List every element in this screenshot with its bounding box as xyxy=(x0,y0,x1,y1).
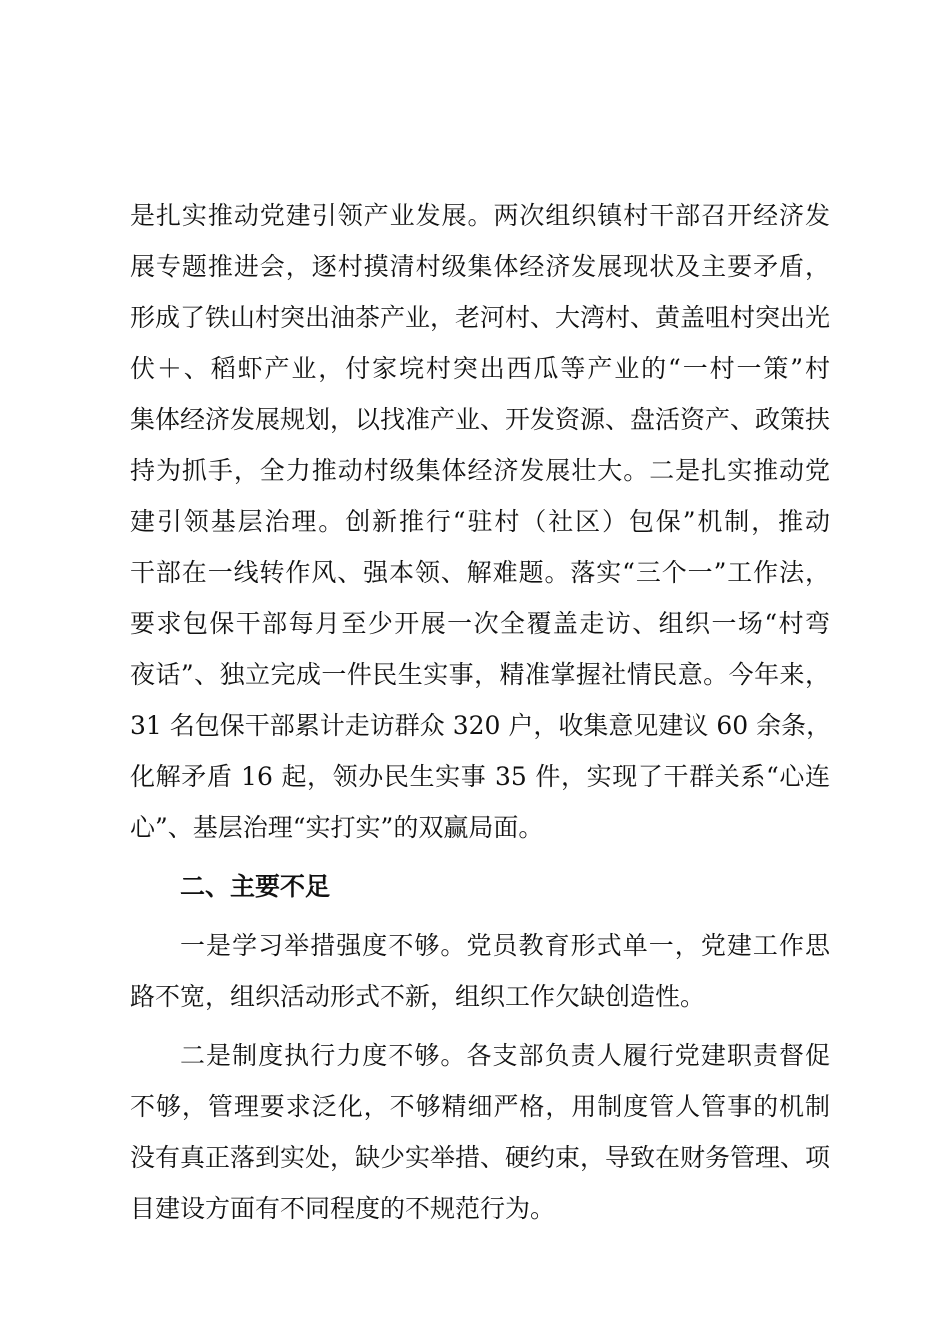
text-line: 夜话”、独立完成一件民生实事，精准掌握社情民意。今年来， xyxy=(130,660,830,689)
text-line: 建引领基层治理。创新推行“驻村（社区）包保”机制，推动 xyxy=(130,507,830,536)
text-line: 目建设方面有不同程度的不规范行为。 xyxy=(130,1194,556,1223)
text-line: 持为抓手，全力推动村级集体经济发展壮大。二是扎实推动党 xyxy=(130,456,830,485)
text-line: 一是学习举措强度不够。党员教育形式单一，党建工作思 xyxy=(180,931,830,960)
paragraph-party-building-achievements xyxy=(130,190,830,853)
spacer xyxy=(130,1022,830,1030)
text-line: 要求包保干部每月至少开展一次全覆盖走访、组织一场“村弯 xyxy=(130,609,830,638)
text-line: 集体经济发展规划，以找准产业、开发资源、盘活资产、政策扶 xyxy=(130,405,831,434)
spacer xyxy=(130,912,830,920)
text-line: 二是制度执行力度不够。各支部负责人履行党建职责督促 xyxy=(180,1041,830,1070)
text-line: 心”、基层治理“实打实”的双赢局面。 xyxy=(130,813,544,842)
text-line: 干部在一线转作风、强本领、解难题。落实“三个一”工作法， xyxy=(130,558,830,587)
section-heading: 二、主要不足 xyxy=(180,872,331,901)
text-line: 不够，管理要求泛化，不够精细严格，用制度管人管事的机制 xyxy=(130,1092,830,1121)
text-line: 展专题推进会，逐村摸清村级集体经济发展现状及主要矛盾， xyxy=(130,252,830,281)
text-line: 是扎实推动党建引领产业发展。两次组织镇村干部召开经济发 xyxy=(130,201,830,230)
text-line: 形成了铁山村突出油茶产业，老河村、大湾村、黄盖咀村突出光 xyxy=(130,303,831,332)
paragraph-study-measures xyxy=(130,920,830,1022)
text-line: 31 名包保干部累计走访群众 320 户，收集意见建议 60 余条， xyxy=(130,711,832,740)
paragraph-system-execution xyxy=(130,1030,830,1234)
text-line: 化解矛盾 16 起，领办民生实事 35 件，实现了干群关系“心连 xyxy=(130,762,830,791)
text-line: 路不宽，组织活动形式不新，组织工作欠缺创造性。 xyxy=(130,982,706,1011)
spacer xyxy=(130,853,830,861)
text-line: 没有真正落到实处，缺少实举措、硬约束，导致在财务管理、项 xyxy=(130,1143,831,1172)
text-line: 伏＋、稻虾产业，付家垸村突出西瓜等产业的“一村一策”村 xyxy=(130,354,830,383)
document-body xyxy=(130,190,830,1234)
